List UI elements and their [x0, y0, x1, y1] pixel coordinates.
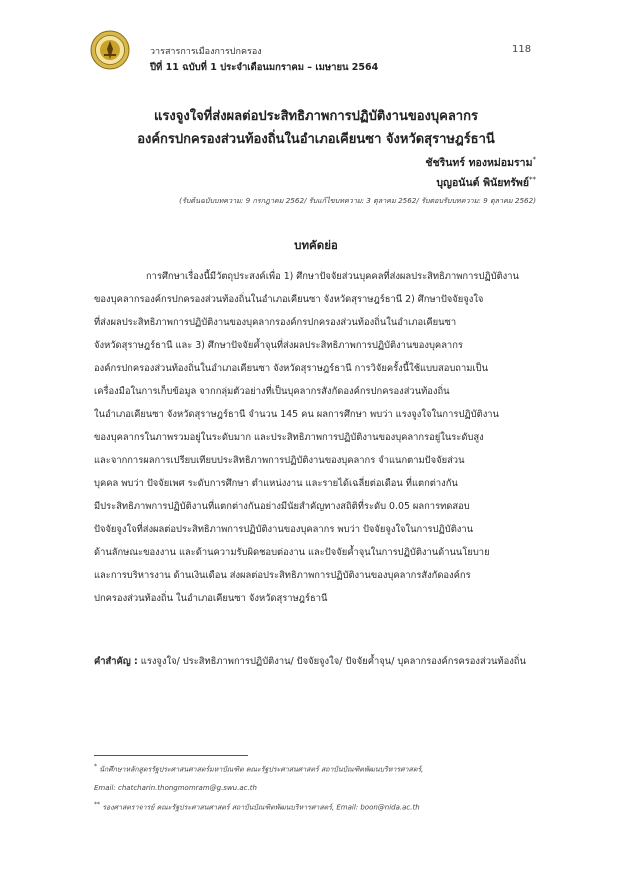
abstract-line: ปัจจัยจูงใจที่ส่งผลต่อประสิทธิภาพการปฏิบัติงานของบุคลากร พบว่า ปัจจัยจูงใจในการปฏิบัติงาน	[94, 524, 474, 535]
university-seal-logo	[90, 30, 130, 70]
footnote-2	[94, 801, 420, 813]
journal-name: วารสารการเมืองการปกครอง	[150, 47, 262, 57]
author-1	[425, 154, 536, 171]
abstract-line: เครื่องมือในการเก็บข้อมูล จากกลุ่มตัวอย่างที่เป็นบุคลากรสังกัดองค์กรปกครองส่วนท้องถิ่น	[94, 386, 450, 397]
abstract-line: ที่ส่งผลประสิทธิภาพการปฏิบัติงานของบุคลากรองค์กรปกครองส่วนท้องถิ่นในอำเภอเคียนซา	[94, 317, 457, 328]
abstract-line: จังหวัดสุราษฎร์ธานี และ 3) ศึกษาปัจจัยค้ำจุนที่ส่งผลประสิทธิภาพการปฏิบัติงานของบุคลากร	[94, 340, 463, 351]
author-2	[436, 174, 536, 191]
keywords-text: แรงจูงใจ/ ประสิทธิภาพการปฏิบัติงาน/ ปัจจัยจูงใจ/ ปัจจัยค้ำจุน/ บุคลากรองค์กรครองส่วนท้องถิ่น	[137, 656, 526, 667]
abstract-line: ของบุคลากรองค์กรปกครองส่วนท้องถิ่นในอำเภอเคียนซา จังหวัดสุราษฎร์ธานี 2) ศึกษาปัจจัยจูงใจ	[94, 294, 484, 305]
author-1-mark: *	[532, 155, 536, 164]
footnote-1-mark: *	[94, 763, 97, 770]
footnote-divider	[94, 755, 248, 756]
author-2-name: บุญอนันต์ พินัยทรัพย์	[436, 177, 529, 189]
abstract-line: ของบุคลากรในภาพรวมอยู่ในระดับมาก และประสิทธิภาพการปฏิบัติงานของบุคลากรอยู่ในระดับสูง	[94, 432, 484, 443]
abstract-line: องค์กรปกครองส่วนท้องถิ่นในอำเภอเคียนซา จังหวัดสุราษฎร์ธานี การวิจัยครั้งนี้ใช้แบบสอบถามเป็น	[94, 363, 488, 374]
footnote-1-email: Email: chatcharin.thongmomram@g.swu.ac.th	[94, 784, 257, 792]
abstract-line: การศึกษาเรื่องนี้มีวัตถุประสงค์เพื่อ 1) ศึกษาปัจจัยส่วนบุคคลที่ส่งผลประสิทธิภาพการปฏิบัติงาน	[146, 271, 519, 282]
abstract-line: ด้านลักษณะของงาน และด้านความรับผิดชอบต่องาน และปัจจัยค้ำจุนในการปฏิบัติงานด้านนโยบาย	[94, 547, 490, 558]
abstract-line: ปกครองส่วนท้องถิ่น ในอำเภอเคียนซา จังหวัดสุราษฎร์ธานี	[94, 593, 328, 604]
paper-title-line-2: องค์กรปกครองส่วนท้องถิ่นในอำเภอเคียนซา จังหวัดสุราษฎร์ธานี	[137, 132, 495, 147]
issue-info: ปีที่ 11 ฉบับที่ 1 ประจำเดือนมกราคม – เมษายน 2564	[150, 62, 379, 73]
abstract-line: ในอำเภอเคียนซา จังหวัดสุราษฎร์ธานี จำนวน 145 คน ผลการศึกษา พบว่า แรงจูงใจในการปฏิบัติงาน	[94, 409, 499, 420]
author-2-mark: **	[529, 175, 536, 184]
abstract-line: บุคคล พบว่า ปัจจัยเพศ ระดับการศึกษา ตำแหน่งงาน และรายได้เฉลี่ยต่อเดือน ที่แตกต่างกัน	[94, 478, 458, 489]
abstract-heading: บทคัดย่อ	[294, 238, 338, 252]
footnote-2-mark: **	[94, 801, 100, 808]
footnote-1-affiliation: นักศึกษาหลักสูตรรัฐประศาสนศาสตร์มหาบัณฑิต คณะรัฐประศาสนศาสตร์ สถาบันบัณฑิตพัฒนบริหารศาสตร์,	[99, 765, 424, 774]
submission-dates: (รับต้นฉบับบทความ: 9 กรกฎาคม 2562/ รับแก้ไขบทความ: 3 ตุลาคม 2562/ รับตอบรับบทความ: 9 ตุลาคม 2562)	[179, 196, 536, 205]
footnote-1	[94, 763, 423, 775]
footnote-2-affiliation: รองศาสตราจารย์ คณะรัฐประศาสนศาสตร์ สถาบันบัณฑิตพัฒนบริหารศาสตร์, Email: boon@nida.ac.th	[102, 803, 420, 812]
page-number: 118	[512, 44, 532, 55]
abstract-line: และการบริหารงาน ด้านเงินเดือน ส่งผลต่อประสิทธิภาพการปฏิบัติงานของบุคลากรสังกัดองค์กร	[94, 570, 471, 581]
keywords-label: คำสำคัญ :	[94, 656, 138, 667]
abstract-line: และจากการผลการเปรียบเทียบประสิทธิภาพการปฏิบัติงานของบุคลากร จำแนกตามปัจจัยส่วน	[94, 455, 465, 466]
abstract-line: มีประสิทธิภาพการปฏิบัติงานที่แตกต่างกันอย่างมีนัยสำคัญทางสถิติที่ระดับ 0.05 ผลการทดสอบ	[94, 501, 470, 512]
author-1-name: ชัชรินทร์ ทองหม่อมราม	[425, 157, 533, 169]
keywords	[94, 654, 526, 669]
paper-title-line-1: แรงจูงใจที่ส่งผลต่อประสิทธิภาพการปฏิบัติงานของบุคลากร	[154, 109, 478, 124]
